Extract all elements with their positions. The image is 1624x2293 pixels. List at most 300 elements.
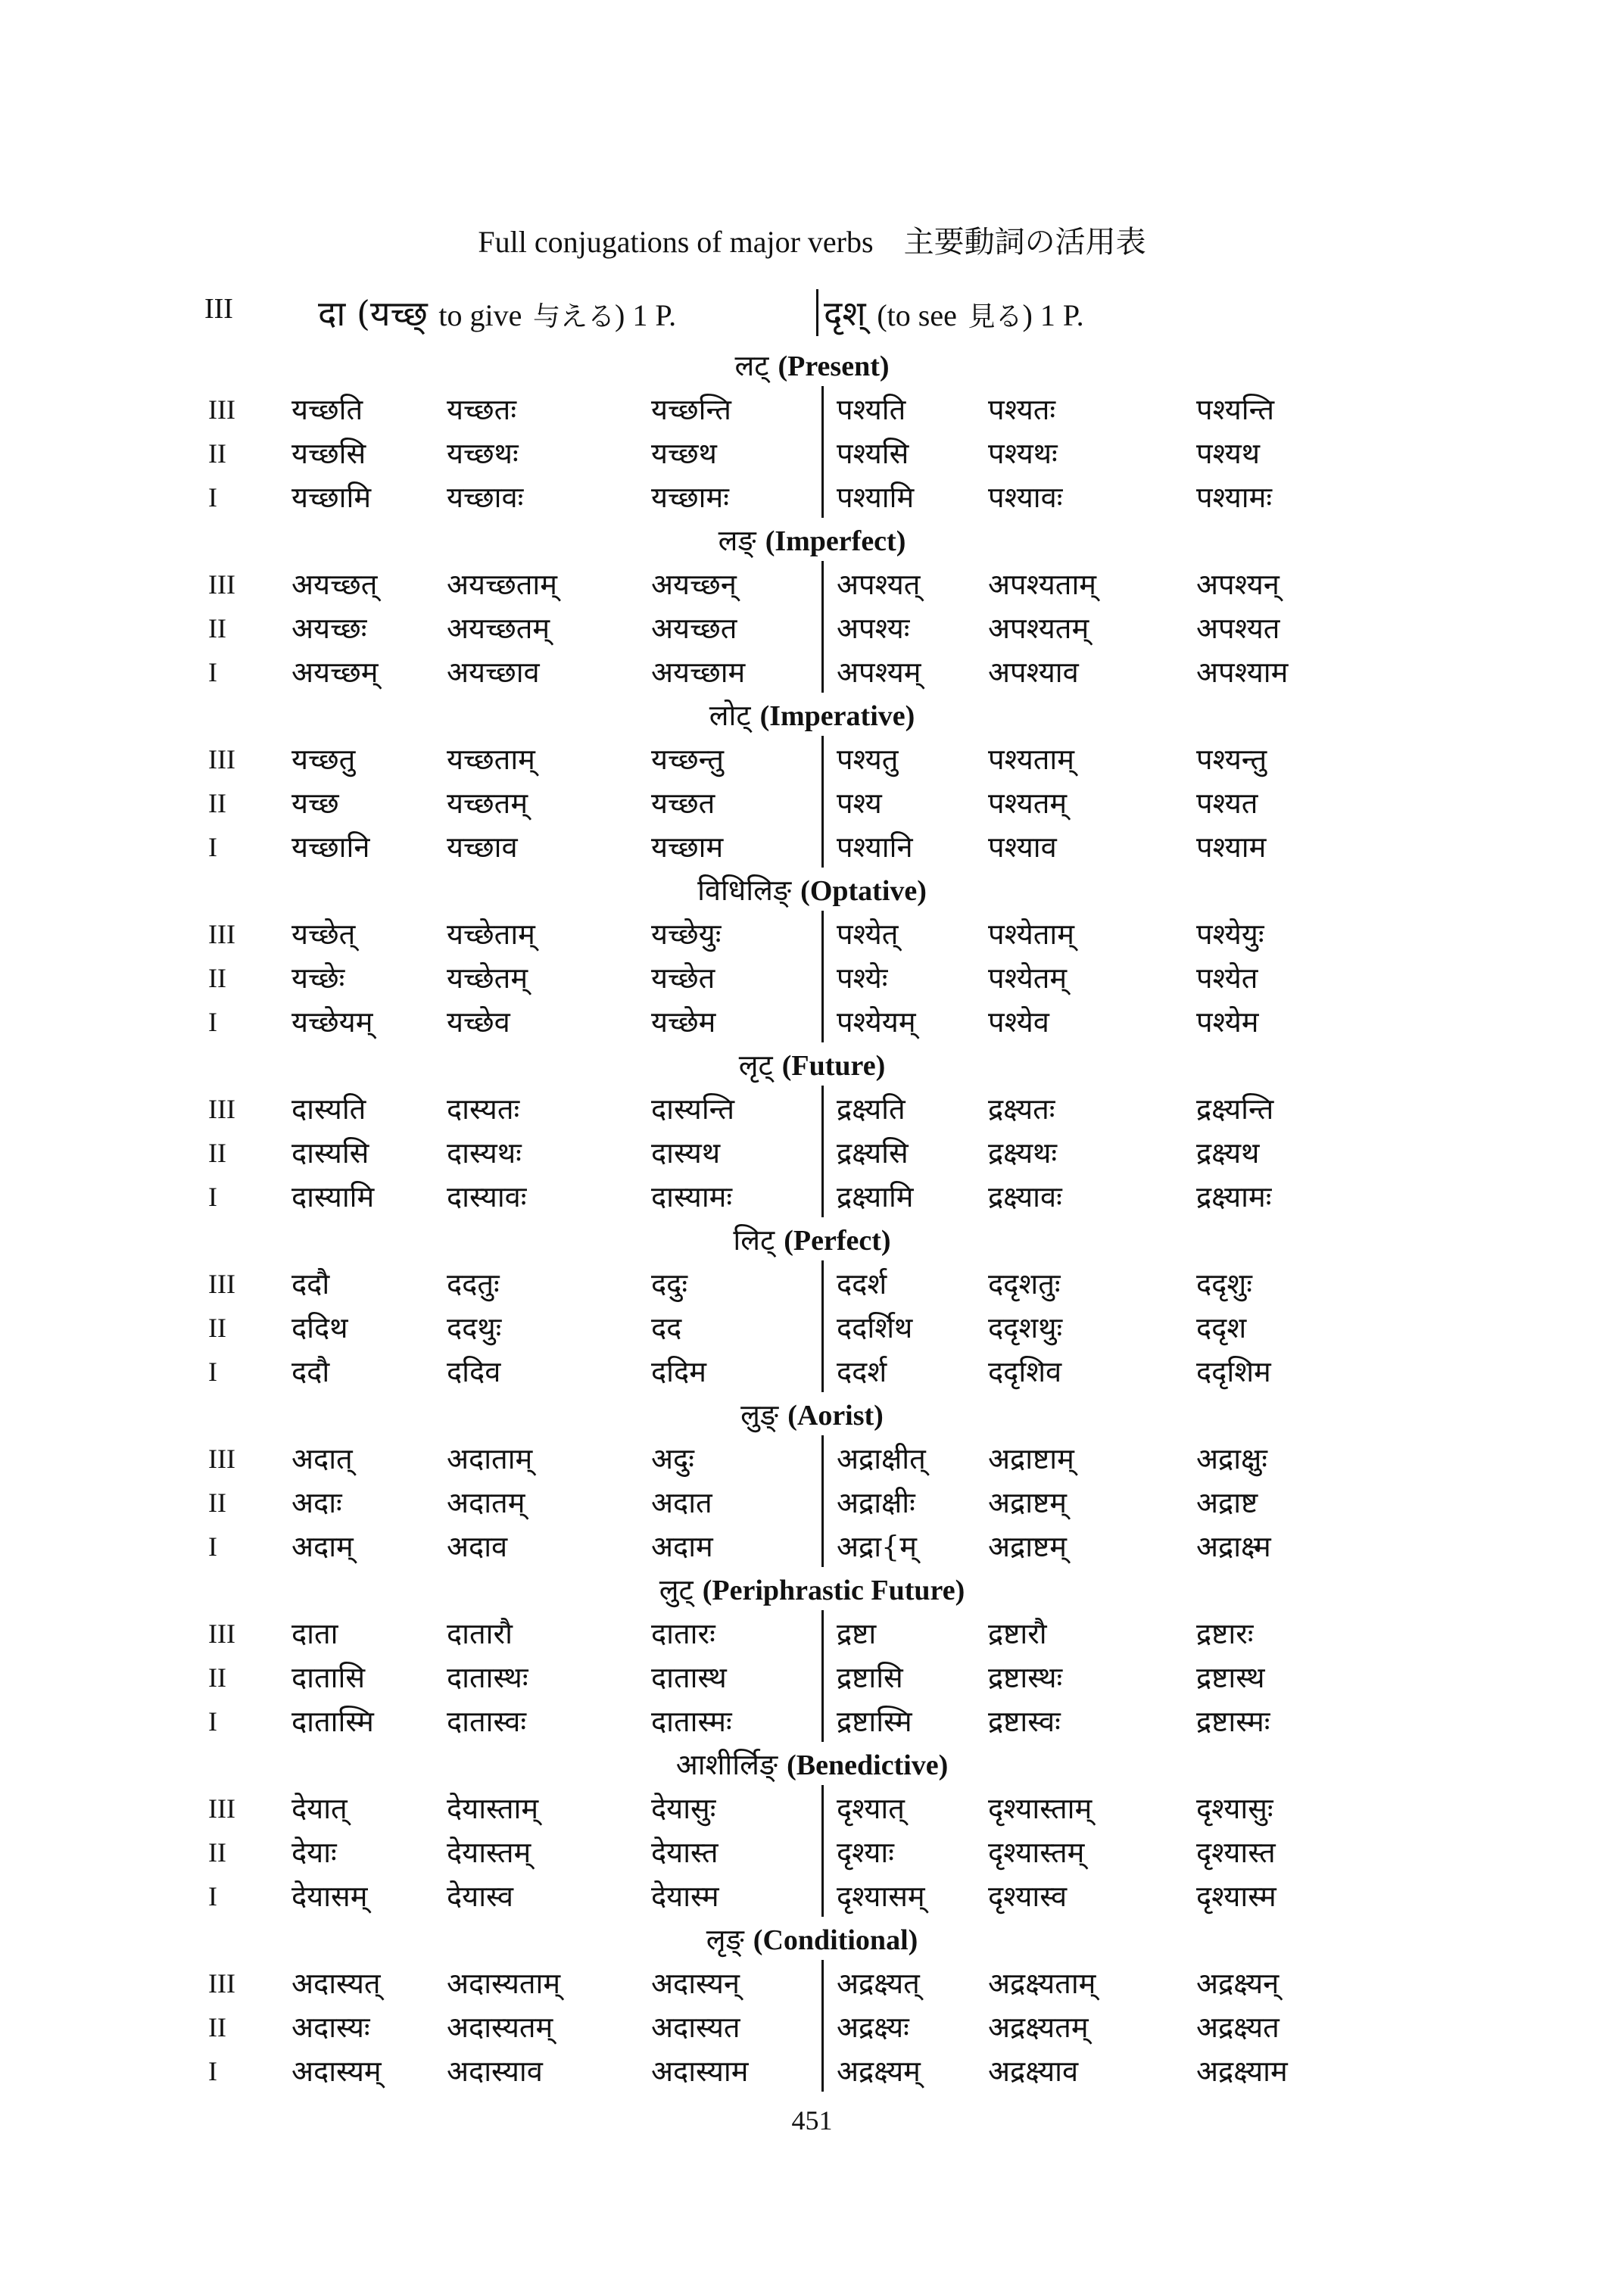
form-cell: यच्छाव <box>447 830 518 864</box>
person-label: I <box>208 1881 217 1911</box>
table-row <box>0 477 1624 519</box>
table-row <box>0 652 1624 694</box>
page-title: Full conjugations of major verbs 主要動詞の活用表 <box>478 225 1146 259</box>
column-divider <box>821 736 824 780</box>
tense-sanskrit: लुङ् <box>740 1398 779 1432</box>
form-cell: देयास्ताम् <box>447 1792 539 1825</box>
table-row <box>0 608 1624 650</box>
form-cell: अद्राष्ट <box>1196 1486 1258 1519</box>
form-cell: यच्छथः <box>447 437 519 470</box>
person-label: III <box>208 1618 235 1649</box>
form-cell: ददृशतुः <box>988 1267 1061 1301</box>
form-cell: पश्यतु <box>837 743 899 776</box>
column-divider <box>821 1129 824 1173</box>
form-cell: देयास्व <box>447 1880 513 1913</box>
form-cell: दातारौ <box>447 1617 513 1650</box>
column-divider <box>821 649 824 693</box>
form-cell: अद्रक्ष्यत <box>1196 2011 1280 2044</box>
tense-label <box>0 1744 1624 1784</box>
tense-label <box>0 870 1624 909</box>
column-divider <box>821 2004 824 2048</box>
table-row <box>0 1701 1624 1743</box>
form-cell: अद्रक्ष्यत् <box>837 1967 920 2000</box>
table-row <box>0 1438 1624 1481</box>
form-cell: पश्यन्तु <box>1196 743 1267 776</box>
form-cell: यच्छावः <box>447 481 524 514</box>
person-label: I <box>208 1357 217 1387</box>
form-cell: अद्रक्ष्यम् <box>837 2055 921 2088</box>
form-cell: पश्येत् <box>837 918 899 951</box>
person-label: II <box>208 1837 226 1868</box>
form-cell: पश्येतम् <box>988 961 1068 995</box>
form-cell: पश्यतम् <box>988 787 1068 820</box>
column-divider <box>821 1873 824 1917</box>
person-label: III <box>208 1793 235 1824</box>
form-cell: पश्येताम् <box>988 918 1075 951</box>
form-cell: ददर्शिथ <box>837 1311 913 1344</box>
column-divider <box>821 780 824 824</box>
form-cell: ददृशुः <box>1196 1267 1252 1301</box>
form-cell: यच्छतः <box>447 393 516 426</box>
form-cell: देयाः <box>291 1836 337 1869</box>
person-label: III <box>208 394 235 425</box>
form-cell: द्रष्टारः <box>1196 1617 1254 1650</box>
column-divider <box>816 289 818 336</box>
form-cell: अदुः <box>651 1442 694 1475</box>
form-cell: यच्छन्ति <box>651 393 731 426</box>
form-cell: दातासि <box>291 1661 366 1694</box>
person-label: II <box>208 1313 226 1343</box>
form-cell: द्रष्टास्थ <box>1196 1661 1265 1694</box>
form-cell: अपश्यम् <box>837 656 921 689</box>
verb2-heading <box>824 289 1084 336</box>
table-row <box>0 1876 1624 1918</box>
form-cell: अदाम् <box>291 1530 354 1563</box>
person-label: I <box>208 1182 217 1212</box>
form-cell: अद्राष्टाम् <box>988 1442 1074 1475</box>
form-cell: पश्यतः <box>988 393 1056 426</box>
tense-english: (Benedictive) <box>787 1749 949 1781</box>
form-cell: दास्यसि <box>291 1136 369 1170</box>
form-cell: अदास्यतम् <box>447 2011 553 2044</box>
column-divider <box>821 1173 824 1217</box>
form-cell: यच्छेत् <box>291 918 356 951</box>
form-cell: अद्राक्ष्म <box>1196 1530 1271 1563</box>
form-cell: दद <box>651 1311 682 1344</box>
form-cell: यच्छत <box>651 787 715 820</box>
table-row <box>0 1657 1624 1699</box>
person-label: II <box>208 1488 226 1518</box>
tense-sanskrit: लिट् <box>733 1223 775 1257</box>
tense-english: (Imperfect) <box>765 525 906 557</box>
form-cell: यच्छतु <box>291 743 356 776</box>
tense-label <box>0 695 1624 734</box>
form-cell: देयास्म <box>651 1880 719 1913</box>
form-cell: दास्यामि <box>291 1180 375 1213</box>
form-cell: दृश्यासुः <box>1196 1792 1273 1825</box>
person-label: II <box>208 963 226 993</box>
person-label: II <box>208 1138 226 1168</box>
column-divider <box>821 1348 824 1392</box>
person-label: III <box>208 919 235 949</box>
tense-label <box>0 1045 1624 1084</box>
form-cell: ददृशथुः <box>988 1311 1063 1344</box>
form-cell: अद्रक्ष्यतम् <box>988 2011 1089 2044</box>
tense-label <box>0 1220 1624 1259</box>
form-cell: द्रक्ष्यतः <box>988 1092 1055 1126</box>
form-cell: अद्राष्टम् <box>988 1530 1067 1563</box>
table-row <box>0 433 1624 475</box>
column-divider <box>821 605 824 649</box>
tense-sanskrit: लट् <box>734 349 769 382</box>
person-label: I <box>208 1007 217 1037</box>
form-cell: द्रक्ष्यामः <box>1196 1180 1272 1213</box>
form-cell: द्रष्टास्थः <box>988 1661 1063 1694</box>
form-cell: पश्यथः <box>988 437 1058 470</box>
form-cell: दृश्यास्ताम् <box>988 1792 1093 1825</box>
person-label: III <box>208 1444 235 1474</box>
form-cell: अपश्यन् <box>1196 568 1280 601</box>
form-cell: ददुः <box>651 1267 688 1301</box>
form-cell: पश्येव <box>988 1005 1049 1039</box>
table-row <box>0 1613 1624 1656</box>
form-cell: अदास्याव <box>447 2055 543 2088</box>
table-row <box>0 1132 1624 1175</box>
form-cell: यच्छन्तु <box>651 743 725 776</box>
column-divider <box>821 1960 824 2004</box>
form-cell: अदास्यत <box>651 2011 740 2044</box>
column-divider <box>821 955 824 999</box>
form-cell: अद्रक्ष्याम <box>1196 2055 1288 2088</box>
form-cell: अदात् <box>291 1442 353 1475</box>
table-row <box>0 1963 1624 2005</box>
column-divider <box>821 999 824 1042</box>
form-cell: अयच्छतम् <box>447 612 550 645</box>
form-cell: दृश्यास्व <box>988 1880 1068 1913</box>
tense-english: (Conditional) <box>753 1924 918 1956</box>
form-cell: द्रक्ष्यथ <box>1196 1136 1260 1170</box>
form-cell: अदात <box>651 1486 712 1519</box>
column-divider <box>821 1698 824 1742</box>
form-cell: दास्यन्ति <box>651 1092 735 1126</box>
form-cell: देयास्तम् <box>447 1836 531 1869</box>
form-cell: यच्छामः <box>651 481 729 514</box>
form-cell: अद्रक्ष्यः <box>837 2011 909 2044</box>
form-cell: यच्छेव <box>447 1005 510 1039</box>
form-cell: देयात् <box>291 1792 348 1825</box>
form-cell: अद्रा{म् <box>837 1530 917 1563</box>
form-cell: अपश्यत् <box>837 568 921 601</box>
form-cell: यच्छेत <box>651 961 715 995</box>
tense-label <box>0 345 1624 385</box>
form-cell: अयच्छाव <box>447 656 540 689</box>
form-cell: द्रक्ष्यति <box>837 1092 906 1126</box>
form-cell: अयच्छत <box>651 612 737 645</box>
form-cell: दास्यावः <box>447 1180 527 1213</box>
column-divider <box>821 386 824 430</box>
form-cell: अदास्यन् <box>651 1967 740 2000</box>
table-row <box>0 914 1624 956</box>
table-row <box>0 827 1624 869</box>
verb1-japanese: 与える <box>533 301 616 332</box>
form-cell: पश्येम <box>1196 1005 1259 1039</box>
form-cell: पश्येयुः <box>1196 918 1264 951</box>
form-cell: ददौ <box>291 1267 330 1301</box>
form-cell: द्रष्टास्वः <box>988 1705 1061 1738</box>
column-divider <box>821 474 824 518</box>
form-cell: ददथुः <box>447 1311 502 1344</box>
form-cell: द्रष्टास्मि <box>837 1705 912 1738</box>
form-cell: अपश्याम <box>1196 656 1289 689</box>
form-cell: दातास्वः <box>447 1705 527 1738</box>
page-number: 451 <box>791 2105 833 2136</box>
form-cell: ददृश <box>1196 1311 1247 1344</box>
form-cell: पश्यत <box>1196 787 1258 820</box>
form-cell: पश्यामः <box>1196 481 1273 514</box>
form-cell: पश्यामि <box>837 481 915 514</box>
form-cell: अदाव <box>447 1530 508 1563</box>
form-cell: द्रष्टास्मः <box>1196 1705 1270 1738</box>
form-cell: पश्येत <box>1196 961 1258 995</box>
form-cell: पश्यथ <box>1196 437 1261 470</box>
column-divider <box>821 911 824 955</box>
tense-sanskrit: लोट् <box>709 699 751 732</box>
form-cell: पश्येयम् <box>837 1005 916 1039</box>
column-divider <box>821 1610 824 1654</box>
form-cell: यच्छेयुः <box>651 918 722 951</box>
verb1-present-stem: (यच्छ् <box>356 293 428 334</box>
column-divider <box>821 1260 824 1304</box>
table-row <box>0 1482 1624 1525</box>
tense-label <box>0 520 1624 559</box>
table-row <box>0 1263 1624 1306</box>
form-cell: अपश्यताम् <box>988 568 1097 601</box>
person-label: II <box>208 788 226 818</box>
column-divider <box>821 1829 824 1873</box>
tense-label <box>0 1569 1624 1609</box>
form-cell: पश्यानि <box>837 830 913 864</box>
form-cell: द्रक्ष्यथः <box>988 1136 1058 1170</box>
verb-header-row <box>204 289 1340 342</box>
form-cell: अयच्छम् <box>291 656 379 689</box>
table-row <box>0 958 1624 1000</box>
form-cell: दास्यतः <box>447 1092 520 1126</box>
form-cell: दृश्यात् <box>837 1792 905 1825</box>
person-label: II <box>208 2012 226 2042</box>
form-cell: अपश्याव <box>988 656 1079 689</box>
tense-english: (Imperative) <box>759 700 915 732</box>
form-cell: अदास्याम <box>651 2055 749 2088</box>
form-cell: द्रष्टासि <box>837 1661 903 1694</box>
form-cell: दातास्थः <box>447 1661 528 1694</box>
verb1-root: दा <box>318 293 346 334</box>
person-label: I <box>208 657 217 687</box>
table-row <box>0 1832 1624 1874</box>
form-cell: यच्छानि <box>291 830 370 864</box>
column-divider <box>821 430 824 474</box>
form-cell: यच्छामि <box>291 481 372 514</box>
form-cell: यच्छताम् <box>447 743 535 776</box>
form-cell: अदास्यः <box>291 2011 370 2044</box>
form-cell: यच्छेतम् <box>447 961 528 995</box>
form-cell: अदाः <box>291 1486 342 1519</box>
tense-english: (Aorist) <box>787 1400 884 1432</box>
form-cell: पश्याव <box>988 830 1057 864</box>
tense-sanskrit: लङ् <box>718 524 756 557</box>
tense-sanskrit: विधिलिङ् <box>697 874 792 907</box>
column-divider <box>821 1479 824 1523</box>
table-row <box>0 2051 1624 2093</box>
person-label: III <box>208 744 235 774</box>
column-divider <box>821 1654 824 1698</box>
tense-english: (Present) <box>778 350 890 382</box>
form-cell: यच्छेम <box>651 1005 716 1039</box>
form-cell: अदाताम् <box>447 1442 533 1475</box>
person-label: III <box>208 1269 235 1299</box>
person-label: I <box>208 2056 217 2086</box>
form-cell: अद्रक्ष्यन् <box>1196 1967 1280 2000</box>
form-cell: दृश्यास्तम् <box>988 1836 1085 1869</box>
form-cell: अद्राक्षुः <box>1196 1442 1267 1475</box>
form-cell: यच्छ <box>291 787 339 820</box>
tense-sanskrit: लृङ् <box>706 1923 744 1956</box>
form-cell: अद्रक्ष्यताम् <box>988 1967 1096 2000</box>
form-cell: अदास्यत् <box>291 1967 381 2000</box>
form-cell: यच्छेयम् <box>291 1005 373 1039</box>
table-row <box>0 2007 1624 2049</box>
form-cell: द्रक्ष्यामि <box>837 1180 914 1213</box>
table-row <box>0 1176 1624 1219</box>
form-cell: ददर्श <box>837 1267 887 1301</box>
form-cell: अयच्छाम <box>651 656 746 689</box>
form-cell: दाता <box>291 1617 338 1650</box>
form-cell: ददौ <box>291 1355 330 1388</box>
table-row <box>0 1089 1624 1131</box>
column-divider <box>821 1086 824 1129</box>
form-cell: अयच्छः <box>291 612 367 645</box>
verb1-english: to give <box>438 298 522 332</box>
form-cell: अद्राक्षीत् <box>837 1442 926 1475</box>
table-row <box>0 783 1624 825</box>
form-cell: पश्येः <box>837 961 888 995</box>
form-cell: अद्राक्षीः <box>837 1486 915 1519</box>
table-row <box>0 564 1624 606</box>
form-cell: द्रष्टारौ <box>988 1617 1047 1650</box>
table-row <box>0 1002 1624 1044</box>
tense-sanskrit: आशीर्लिङ् <box>675 1748 778 1781</box>
form-cell: अदातम् <box>447 1486 525 1519</box>
tense-english: (Future) <box>781 1050 886 1082</box>
form-cell: द्रक्ष्यन्ति <box>1196 1092 1274 1126</box>
person-label: III <box>208 569 235 600</box>
column-divider <box>821 1523 824 1567</box>
form-cell: द्रष्टा <box>837 1617 877 1650</box>
person-label: II <box>208 438 226 469</box>
form-cell: देयासुः <box>651 1792 716 1825</box>
form-cell: द्रक्ष्यसि <box>837 1136 909 1170</box>
person-label: III <box>208 1968 235 1999</box>
form-cell: दास्यति <box>291 1092 366 1126</box>
form-cell: ददृशिव <box>988 1355 1062 1388</box>
form-cell: अयच्छत् <box>291 568 378 601</box>
person-label: I <box>208 1706 217 1737</box>
form-cell: दातारः <box>651 1617 715 1650</box>
verb2-english: (to see <box>877 298 957 332</box>
column-divider <box>821 561 824 605</box>
form-cell: अदाम <box>651 1530 713 1563</box>
form-cell: यच्छेताम् <box>447 918 535 951</box>
person-label: I <box>208 1531 217 1562</box>
table-row <box>0 389 1624 431</box>
column-divider <box>821 824 824 868</box>
form-cell: यच्छथ <box>651 437 717 470</box>
form-cell: द्रक्ष्यावः <box>988 1180 1062 1213</box>
form-cell: दृश्याः <box>837 1836 894 1869</box>
form-cell: यच्छाम <box>651 830 724 864</box>
form-cell: यच्छेः <box>291 961 345 995</box>
person-label: I <box>208 832 217 862</box>
column-divider <box>821 1435 824 1479</box>
tense-english: (Periphrastic Future) <box>702 1575 965 1606</box>
person-label: II <box>208 1662 226 1693</box>
form-cell: पश्यसि <box>837 437 909 470</box>
form-cell: अद्रक्ष्याव <box>988 2055 1079 2088</box>
form-cell: ददिथ <box>291 1311 348 1344</box>
form-cell: दातास्मः <box>651 1705 732 1738</box>
form-cell: पश्यताम् <box>988 743 1075 776</box>
column-divider <box>821 1785 824 1829</box>
form-cell: दृश्यास्म <box>1196 1880 1276 1913</box>
form-cell: दातास्मि <box>291 1705 374 1738</box>
person-label: III <box>208 1094 235 1124</box>
form-cell: यच्छति <box>291 393 363 426</box>
person-label: I <box>208 482 217 512</box>
column-divider <box>821 2048 824 2092</box>
table-row <box>0 1307 1624 1350</box>
table-row <box>0 739 1624 781</box>
verb2-japanese: 見る <box>968 301 1023 332</box>
table-row <box>0 1351 1624 1394</box>
tense-sanskrit: लृट् <box>738 1048 773 1082</box>
verb1-class: ) 1 P. <box>615 298 677 332</box>
form-cell: यच्छसि <box>291 437 366 470</box>
form-cell: अदास्यम् <box>291 2055 382 2088</box>
form-cell: पश्य <box>837 787 882 820</box>
form-cell: दातास्थ <box>651 1661 727 1694</box>
tense-sanskrit: लुट् <box>659 1573 694 1606</box>
form-cell: यच्छतम् <box>447 787 528 820</box>
form-cell: अपश्यत <box>1196 612 1280 645</box>
column-divider <box>821 1304 824 1348</box>
form-cell: ददर्श <box>837 1355 887 1388</box>
form-cell: अयच्छन् <box>651 568 737 601</box>
tense-label <box>0 1394 1624 1434</box>
person-label: II <box>208 613 226 643</box>
form-cell: अद्राष्टम् <box>988 1486 1067 1519</box>
form-cell: अयच्छताम् <box>447 568 557 601</box>
form-cell: पश्यन्ति <box>1196 393 1274 426</box>
form-cell: दृश्यासम् <box>837 1880 925 1913</box>
form-cell: पश्याम <box>1196 830 1267 864</box>
verb2-class: ) 1 P. <box>1022 298 1084 332</box>
form-cell: दास्यामः <box>651 1180 733 1213</box>
form-cell: अपश्यतम् <box>988 612 1089 645</box>
verb2-root: दृश् <box>824 293 866 334</box>
form-cell: दृश्यास्त <box>1196 1836 1276 1869</box>
form-cell: पश्यावः <box>988 481 1063 514</box>
verb1-heading <box>318 289 676 336</box>
table-row <box>0 1526 1624 1569</box>
